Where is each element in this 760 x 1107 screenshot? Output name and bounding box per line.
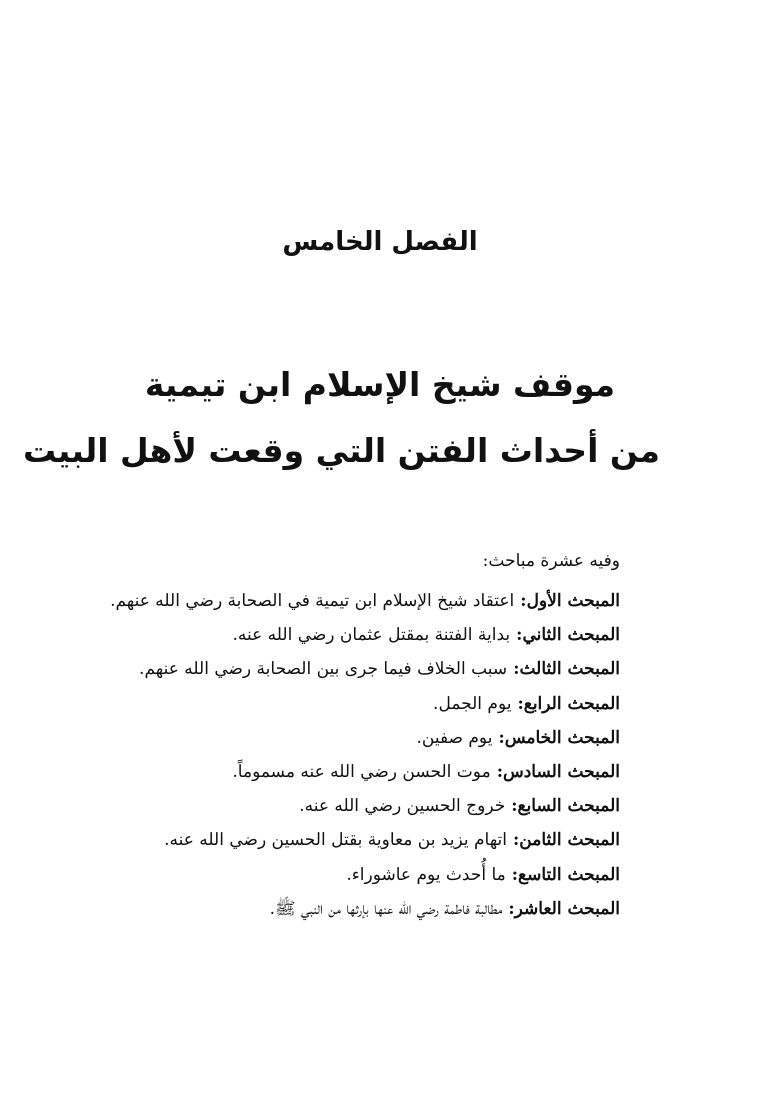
topic-item: المبحث الخامس:يوم صفين. <box>416 727 620 748</box>
topic-text: يوم الجمل. <box>433 693 512 714</box>
topic-text: مطالبة فاطمة رضي الله عنها بإرثها من النبي ﷺ. <box>269 898 503 919</box>
topic-text: سبب الخلاف فيما جرى بين الصحابة رضي الله عنهم. <box>139 659 508 680</box>
topic-item: المبحث الثاني:بداية الفتنة بمقتل عثمان رضي الله عنه. <box>232 625 620 646</box>
topic-text: اعتقاد شيخ الإسلام ابن تيمية في الصحابة رضي الله عنهم. <box>110 591 515 611</box>
topic-item: المبحث الأول:اعتقاد شيخ الإسلام ابن تيمية في الصحابة رضي الله عنهم. <box>110 591 620 611</box>
topic-text: ما أُحدث يوم عاشوراء. <box>346 864 506 885</box>
topic-item: المبحث التاسع:ما أُحدث يوم عاشوراء. <box>346 864 620 885</box>
topic-label: المبحث الثالث <box>519 659 620 680</box>
main-title-line-1: موقف شيخ الإسلام ابن تيمية <box>144 365 616 404</box>
topic-item: المبحث الرابع:يوم الجمل. <box>433 693 620 714</box>
topic-label: المبحث الرابع <box>523 693 620 714</box>
topic-item: المبحث السادس:موت الحسن رضي الله عنه مسموماً. <box>232 761 620 782</box>
topic-label: المبحث السادس <box>502 761 620 782</box>
topics-list <box>110 584 620 926</box>
chapter-title: الفصل الخامس <box>282 227 478 257</box>
topic-label: المبحث الخامس <box>504 727 620 748</box>
topic-label: المبحث العاشر <box>514 898 620 919</box>
topic-label: المبحث الأول <box>526 591 620 611</box>
topic-text: يوم صفين. <box>416 727 493 748</box>
topic-label: المبحث الثامن <box>519 830 620 851</box>
topic-label: المبحث السابع <box>517 796 620 817</box>
topic-text: موت الحسن رضي الله عنه مسموماً. <box>232 761 491 782</box>
topic-text: بداية الفتنة بمقتل عثمان رضي الله عنه. <box>232 625 511 646</box>
topics-intro: وفيه عشرة مباحث: <box>482 551 620 571</box>
main-title <box>22 352 660 484</box>
topic-item: المبحث الثامن:اتهام يزيد بن معاوية بقتل الحسين رضي الله عنه. <box>164 830 620 851</box>
topic-item: المبحث العاشر:مطالبة فاطمة رضي الله عنها بإرثها من النبي ﷺ. <box>269 898 620 919</box>
topic-text: اتهام يزيد بن معاوية بقتل الحسين رضي الله عنه. <box>164 830 507 851</box>
main-title-line-2: من أحداث الفتن التي وقعت لأهل البيت <box>22 431 660 470</box>
topic-item: المبحث السابع:خروج الحسين رضي الله عنه. <box>299 796 620 817</box>
topic-label: المبحث التاسع <box>518 864 620 885</box>
topic-item: المبحث الثالث:سبب الخلاف فيما جرى بين الصحابة رضي الله عنهم. <box>139 659 620 680</box>
topic-text: خروج الحسين رضي الله عنه. <box>299 796 506 817</box>
topic-label: المبحث الثاني <box>522 625 620 646</box>
